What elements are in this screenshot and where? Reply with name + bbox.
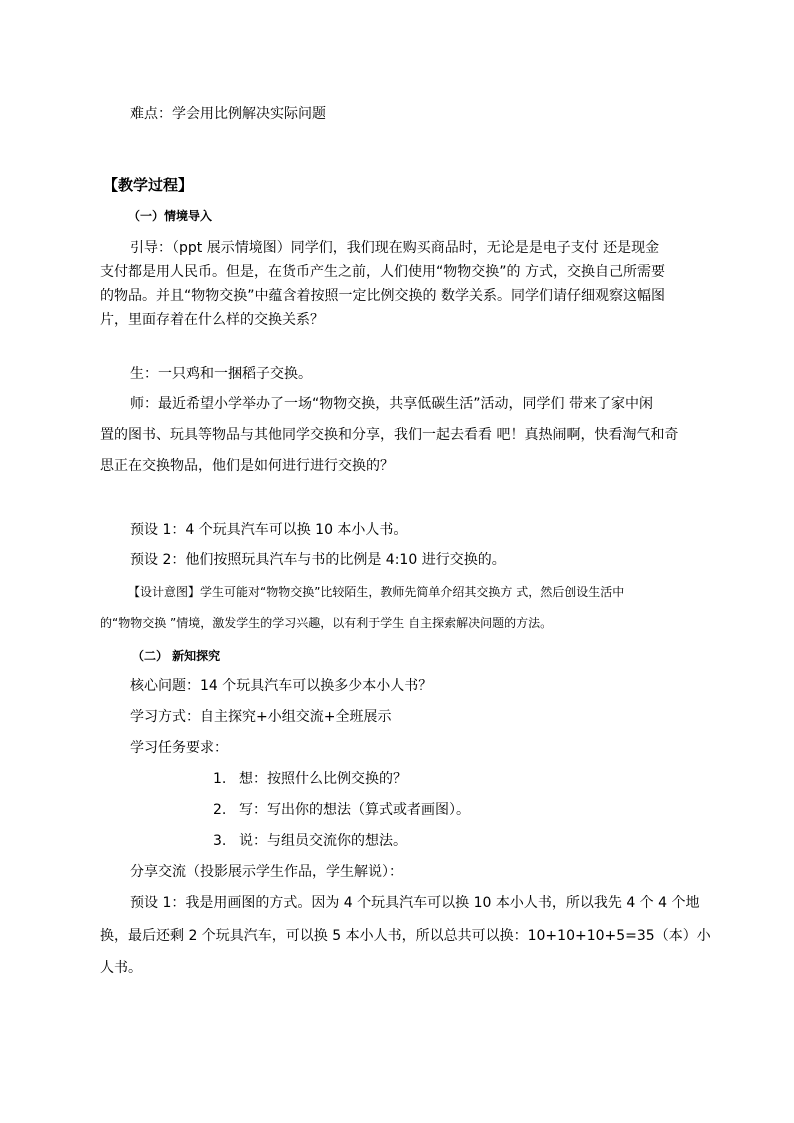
teacher-line-1: 师：最近希望小学举办了一场“物物交换，共享低碳生活”活动，同学们 带来了家中闲	[130, 396, 653, 412]
difficulty-text: 难点：学会用比例解决实际问题	[130, 106, 326, 122]
share-line-2: 换，最后还剩 2 个玩具汽车，可以换 5 本小人书，所以总共可以换：10+10+10+5=35（本）小	[100, 928, 711, 944]
learning-mode: 学习方式：自主探究+小组交流+全班展示	[130, 709, 392, 725]
section1-title: （一）情境导入	[128, 209, 213, 223]
task-number: 3.	[213, 833, 227, 849]
teacher-line-2: 置的图书、玩具等物品与其他同学交换和分享，我们一起去看看 吧！真热闹啊，快看淘气和奇	[100, 427, 679, 443]
task-text: 说：与组员交流你的想法。	[239, 833, 407, 849]
task-item	[213, 769, 407, 789]
core-question: 核心问题：14 个玩具汽车可以换多少本小人书？	[130, 678, 433, 694]
intro-line-3: 的物品。并且“物物交换”中蕴含着按照一定比例交换的 数学关系。同学们请仔细观察这幅图	[100, 288, 665, 304]
teacher-line-3: 思正在交换物品，他们是如何进行进行交换的？	[100, 458, 394, 474]
task-text: 想：按照什么比例交换的？	[239, 771, 407, 787]
design-line-2: 的“物物交换 ”情境，激发学生的学习兴趣，以有利于学生 自主探索解决问题的方法。	[100, 616, 553, 630]
task-number: 1.	[213, 771, 227, 787]
student-answer: 生：一只鸡和一捆稻子交换。	[130, 366, 312, 382]
task-item	[213, 800, 470, 820]
intro-line-1: 引导：（ppt 展示情境图）同学们，我们现在购买商品时，无论是是电子支付 还是现金	[130, 240, 660, 256]
task-item	[213, 831, 407, 851]
task-number: 2.	[213, 802, 227, 818]
section2-title: （二） 新知探究	[132, 649, 221, 663]
process-heading: 【教学过程】	[103, 176, 194, 194]
intro-line-2: 支付都是用人民币。但是，在货币产生之前，人们使用“物物交换”的 方式，交换自己所需要	[100, 264, 665, 280]
task-text: 写：写出你的想法（算式或者画图）。	[239, 802, 470, 818]
share-heading: 分享交流（投影展示学生作品，学生解说）：	[130, 864, 403, 880]
intro-line-4: 片，里面存着在什么样的交换关系？	[100, 312, 324, 328]
task-requirements: 学习任务要求：	[130, 740, 228, 756]
share-line-1: 预设 1：我是用画图的方式。因为 4 个玩具汽车可以换 10 本小人书，所以我先 4 个 4 个地	[130, 895, 700, 911]
design-line-1: 【设计意图】学生可能对“物物交换”比较陌生，教师先简单介绍其交换方 式，然后创设生活中	[128, 585, 625, 599]
preset-2: 预设 2：他们按照玩具汽车与书的比例是 4:10 进行交换的。	[130, 552, 506, 568]
preset-1: 预设 1：4 个玩具汽车可以换 10 本小人书。	[130, 522, 408, 538]
share-line-3: 人书。	[100, 960, 142, 976]
